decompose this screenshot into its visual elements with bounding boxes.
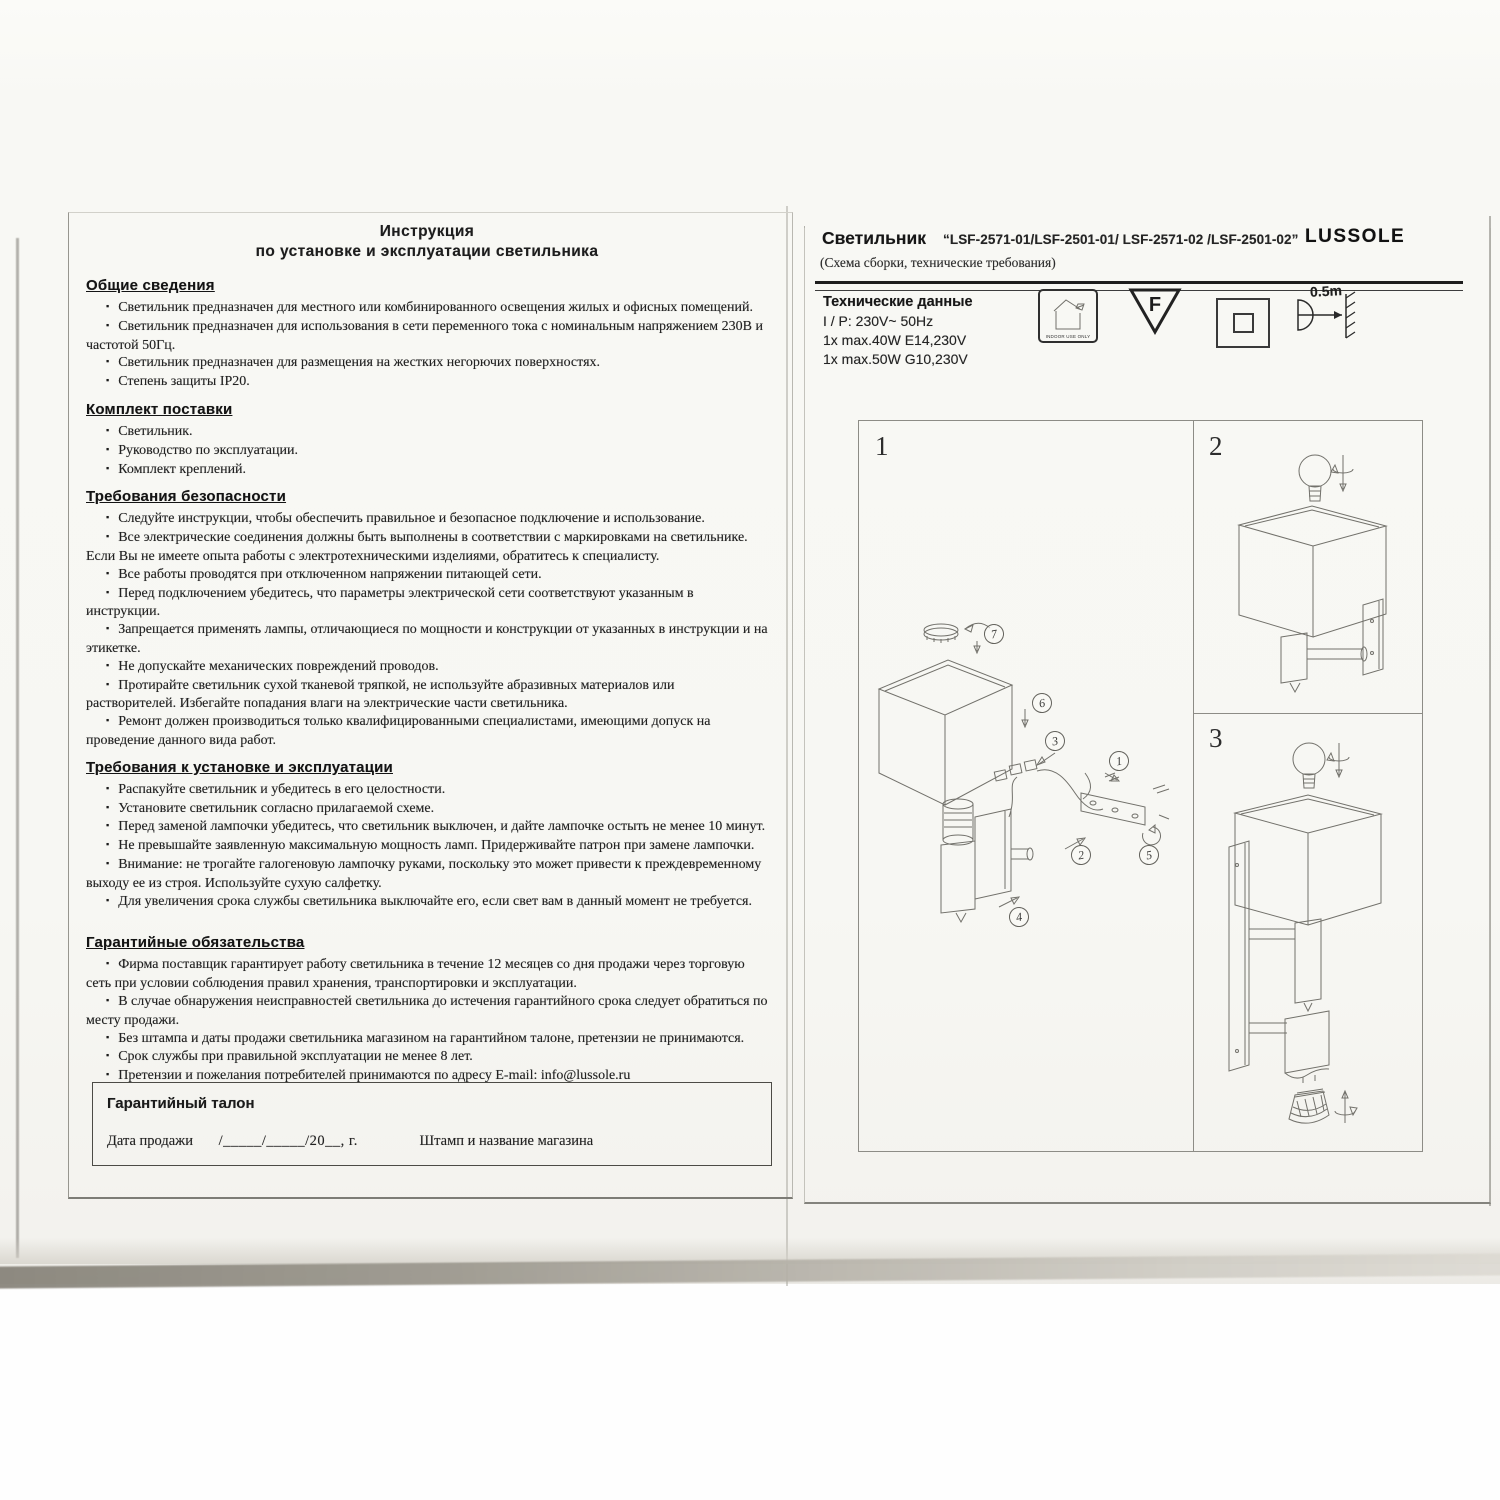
assembly-diagram <box>858 420 1423 1152</box>
min-distance-label: 0.5m <box>1309 282 1343 300</box>
bullet-list <box>86 423 768 479</box>
left-page <box>86 222 768 1086</box>
bullet-list <box>86 781 768 912</box>
section-safety <box>86 487 768 749</box>
bullet-item: ▪ Для увеличения срока службы светильника выключайте его, если свет вам в данный момент не требуется. <box>86 893 768 912</box>
step-number-2: 2 <box>1209 431 1223 461</box>
bullet-item: ▪ Светильник предназначен для местного или комбинированного освещения жилых и офисных помещений. <box>86 299 768 318</box>
bullet-list <box>86 510 768 749</box>
section-heading: Общие сведения <box>86 277 215 294</box>
bullet-item: ▪ Распакуйте светильник и убедитесь в его целостности. <box>86 781 768 800</box>
title-line-1: Инструкция <box>379 223 475 240</box>
indoor-use-label: INDOOR USE ONLY <box>1045 334 1091 339</box>
bulb-install-drawing <box>1193 421 1422 713</box>
f-mark-letter: F <box>1148 294 1162 316</box>
page-subtitle: (Схема сборки, технические требования) <box>820 255 1056 270</box>
bullet-item: ▪ Срок службы при правильной эксплуатации не менее 8 лет. <box>86 1048 768 1067</box>
brand-logo: LUSSOLE <box>1305 226 1406 247</box>
bullet-item: ▪ Запрещается применять лампы, отличающиеся по мощности и конструкции от указанных в инструкции и на этикетке. <box>86 621 768 658</box>
f-mark-icon <box>1128 287 1182 335</box>
section-package <box>86 400 768 479</box>
bullet-list <box>86 299 768 392</box>
bullet-item: ▪ Перед подключением убедитесь, что параметры электрической сети соответствуют указанным в инструкции. <box>86 585 768 622</box>
bullet-item: ▪ Внимание: не трогайте галогеновую лампочку руками, поскольку это может привести к преждевременному выходу ее из строя. Используйте сухую салфетку. <box>86 856 768 893</box>
step-number-3: 3 <box>1209 723 1223 753</box>
product-label: Светильник <box>822 228 926 248</box>
part-callout-6: 6 <box>1030 691 1053 714</box>
bullet-item: ▪ Руководство по эксплуатации. <box>86 442 768 461</box>
bullet-item: ▪ В случае обнаружения неисправностей светильника до истечения гарантийного срока следует обратиться по месту продажи. <box>86 993 768 1030</box>
sale-date-blanks: /_____/_____/20__, г. <box>218 1133 358 1149</box>
scanner-background <box>0 1284 1500 1500</box>
bullet-item: ▪ Все электрические соединения должны быть выполнены в соответствии с маркировками на светильнике. Если Вы не имеете опыта работы с электротехническими изделиями, обратитесь к специалисту. <box>86 529 768 566</box>
section-install <box>86 758 768 912</box>
bullet-item: ▪ Светильник предназначен для использования в сети переменного тока с номинальным напряжением 230В и частотой 50Гц. <box>86 318 768 355</box>
bullet-item: ▪ Следуйте инструкции, чтобы обеспечить правильное и безопасное подключение и использование. <box>86 510 768 529</box>
bullet-item: ▪ Не допускайте механических повреждений проводов. <box>86 658 768 677</box>
shop-stamp-label: Штамп и название магазина <box>419 1133 594 1149</box>
bullet-item: ▪ Светильник. <box>86 423 768 442</box>
bullet-item: ▪ Протирайте светильник сухой тканевой тряпкой, не используйте абразивных материалов или растворителей. Избегайте попадания влаги на электрические части светильника. <box>86 677 768 714</box>
bullet-item: ▪ Все работы проводятся при отключенном напряжении питающей сети. <box>86 566 768 585</box>
bullet-item: ▪ Претензии и пожелания потребителей принимаются по адресу E-mail: info@lussole.ru <box>86 1067 768 1086</box>
diagram-step-1 <box>859 421 1193 1151</box>
title-line-2: по установке и эксплуатации светильника <box>255 243 599 260</box>
indoor-use-only-icon <box>1038 289 1098 343</box>
left-paper-edge-shadow <box>16 238 19 1258</box>
warranty-card <box>92 1082 772 1166</box>
input-power-line: I / P: 230V~ 50Hz <box>823 313 934 329</box>
bullet-item: ▪ Степень защиты IP20. <box>86 373 768 392</box>
bullet-item: ▪ Перед заменой лампочки убедитесь, что светильник выключен, и дайте лампочке остыть не менее 10 минут. <box>86 818 768 837</box>
step-number-1: 1 <box>875 431 889 461</box>
part-callout-7: 7 <box>982 622 1005 645</box>
part-callout-5: 5 <box>1137 843 1160 866</box>
warranty-card-fields <box>107 1133 593 1150</box>
section-warranty <box>86 933 768 1086</box>
section-heading: Гарантийные обязательства <box>86 934 305 952</box>
diagram-step-2 <box>1193 421 1422 713</box>
page-title <box>86 222 768 262</box>
bullet-item: ▪ Установите светильник согласно прилагаемой схеме. <box>86 800 768 819</box>
bullet-item: ▪ Фирма поставщик гарантирует работу светильника в течение 12 месяцев со дня продажи через торговую сеть при условии соблюдения правил хранения, транспортировки и эксплуатации. <box>86 956 768 993</box>
two-light-install-drawing <box>1193 713 1422 1151</box>
part-callout-4: 4 <box>1007 905 1030 928</box>
model-numbers: “LSF-2571-01/LSF-2501-01/ LSF-2571-02 /LSF-2501-02” <box>943 232 1299 247</box>
part-callout-3: 3 <box>1043 729 1066 752</box>
technical-data-heading: Технические данные <box>823 294 973 310</box>
bullet-item: ▪ Без штампа и даты продажи светильника магазином на гарантийном талоне, претензии не принимаются. <box>86 1030 768 1049</box>
part-callout-1: 1 <box>1107 749 1130 772</box>
part-callout-2: 2 <box>1069 843 1092 866</box>
section-heading: Требования к установке и эксплуатации <box>86 758 393 776</box>
class-ii-insulation-icon <box>1216 298 1270 348</box>
bullet-item: ▪ Комплект креплений. <box>86 461 768 480</box>
warranty-card-title: Гарантийный талон <box>107 1095 255 1112</box>
section-heading: Требования безопасности <box>86 488 287 506</box>
diagram-step-3 <box>1193 713 1422 1151</box>
section-heading: Комплект поставки <box>86 400 233 418</box>
sale-date-label: Дата продажи <box>107 1133 193 1149</box>
lamp-spec-line-1: 1x max.40W E14,230V <box>823 332 967 348</box>
bullet-item: ▪ Ремонт должен производиться только квалифицированными специалистами, имеющими допуск на проведение данного вида работ. <box>86 713 768 750</box>
bullet-list <box>86 956 768 1086</box>
lamp-spec-line-2: 1x max.50W G10,230V <box>823 351 968 367</box>
exploded-view-drawing <box>859 421 1193 1151</box>
bullet-item: ▪ Светильник предназначен для размещения на жестких негорючих поверхностях. <box>86 354 768 373</box>
section-general <box>86 276 768 392</box>
technical-data <box>823 293 973 369</box>
inner-square <box>1233 313 1254 333</box>
bullet-item: ▪ Не превышайте заявленную максимальную мощность ламп. Придерживайте патрон при замене лампочки. <box>86 837 768 856</box>
